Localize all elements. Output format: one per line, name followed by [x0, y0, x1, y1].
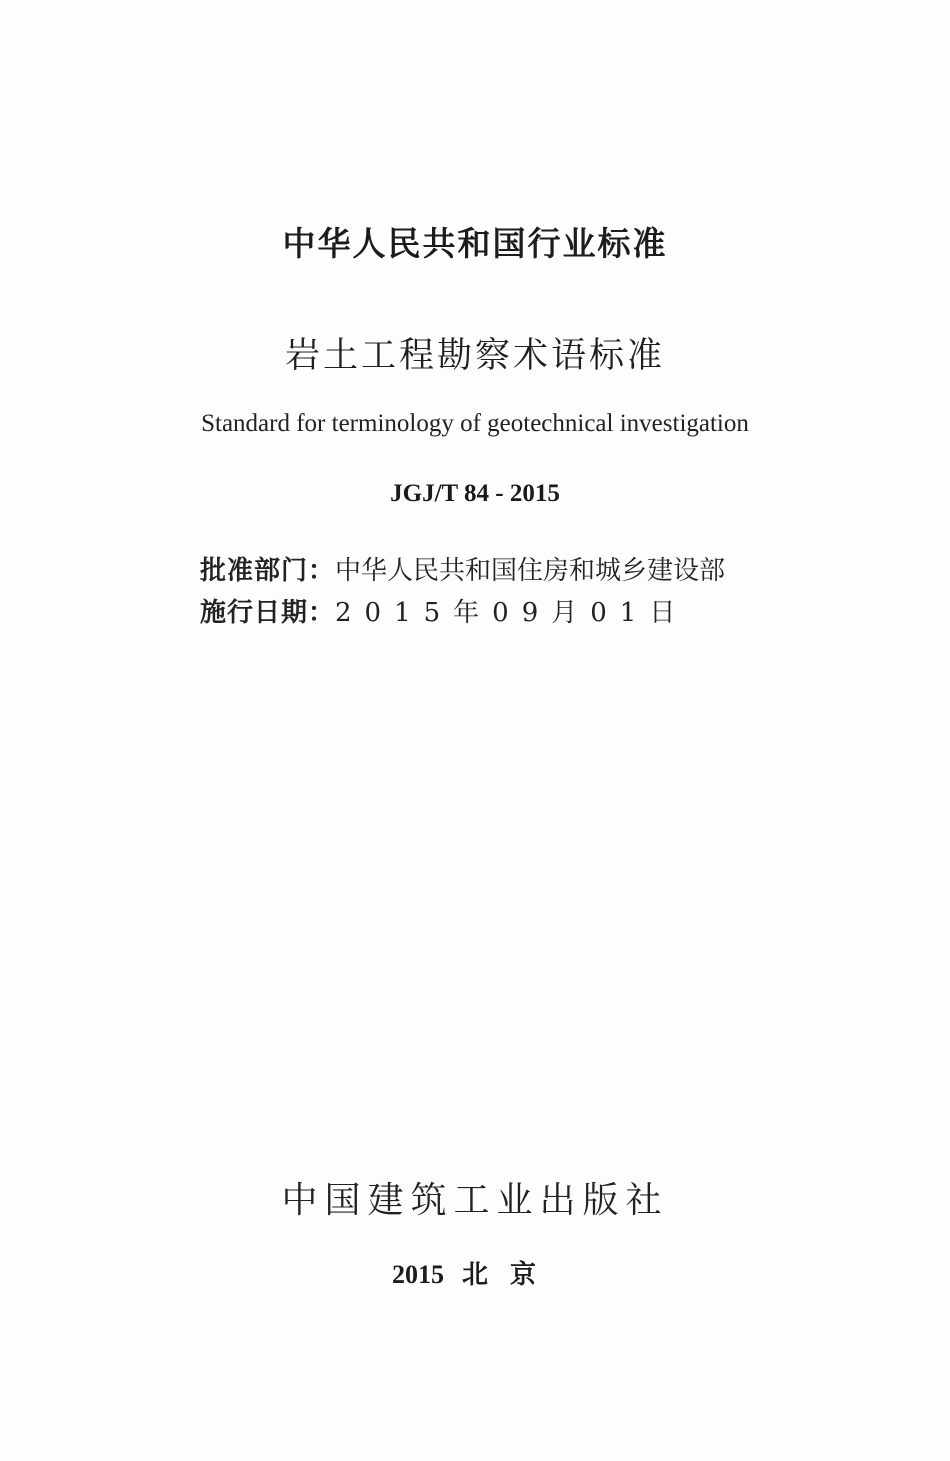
effective-date-row — [200, 592, 780, 629]
approval-value: 中华人民共和国住房和城乡建设部 — [335, 556, 726, 586]
publication-city: 北京 — [461, 1260, 558, 1290]
standard-code: JGJ/T 84 - 2015 — [390, 480, 560, 507]
effective-date-label: 施行日期： — [200, 598, 336, 628]
publisher-name: 中国建筑工业出版社 — [281, 1180, 669, 1221]
publication-year: 2015 — [391, 1260, 444, 1289]
approval-row — [200, 550, 780, 587]
publication-year-city — [0, 1254, 950, 1291]
approval-label: 批准部门： — [200, 556, 336, 586]
english-title: Standard for terminology of geotechnical investigation — [201, 410, 749, 437]
series-title: 中华人民共和国行业标准 — [282, 224, 668, 263]
effective-date-value: 2015年09月01日 — [335, 598, 689, 628]
chinese-title: 岩土工程勘察术语标准 — [284, 336, 665, 376]
